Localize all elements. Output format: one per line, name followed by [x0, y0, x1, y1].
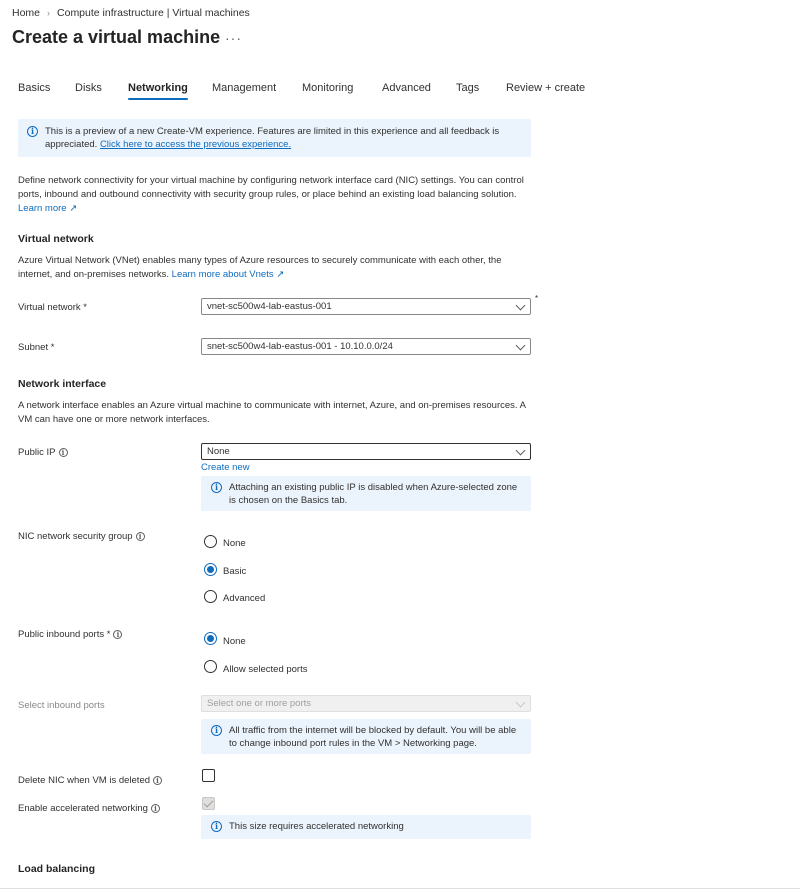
delete-nic-label-row	[18, 775, 162, 786]
accelerated-networking-note-text: This size requires accelerated networking	[229, 821, 404, 832]
accelerated-networking-label: Enable accelerated networking	[18, 803, 148, 814]
virtual-network-value: vnet-sc500w4-lab-eastus-001	[207, 301, 332, 312]
vnet-text: Azure Virtual Network (VNet) enables many types of Azure resources to securely communicate with each other, the internet, and on-premises networks.	[18, 255, 502, 280]
tab-monitoring[interactable]: Monitoring	[302, 82, 354, 94]
nsg-advanced-label: Advanced	[223, 593, 266, 604]
chevron-down-icon	[516, 341, 526, 351]
select-inbound-ports-label: Select inbound ports	[18, 700, 105, 711]
info-icon: i	[211, 821, 222, 832]
virtual-network-heading: Virtual network	[18, 233, 94, 245]
divider	[0, 888, 800, 889]
subnet-value: snet-sc500w4-lab-eastus-001 - 10.10.0.0/24	[207, 341, 393, 352]
inbound-ports-note-text: All traffic from the internet will be blocked by default. You will be able to change inbound port rules in the VM > Networking page.	[229, 725, 517, 749]
info-icon: i	[211, 725, 222, 736]
network-interface-description: A network interface enables an Azure virtual machine to communicate with internet, Azure, and on-premises resources. A VM can have one or more network interfaces.	[18, 400, 526, 425]
info-icon[interactable]: i	[153, 776, 162, 785]
public-ip-note-text: Attaching an existing public IP is disabled when Azure-selected zone is chosen on the Basics tab.	[229, 482, 518, 506]
accelerated-networking-note	[201, 815, 531, 839]
breadcrumb-home[interactable]: Home	[12, 7, 41, 19]
subnet-label: Subnet *	[18, 342, 55, 353]
virtual-network-label: Virtual network *	[18, 302, 87, 313]
select-inbound-ports-placeholder: Select one or more ports	[207, 698, 312, 709]
nsg-none-radio[interactable]	[204, 535, 217, 548]
tab-review-create[interactable]: Review + create	[506, 82, 586, 94]
nic-nsg-label: NIC network security group	[18, 531, 133, 542]
tab-basics[interactable]: Basics	[18, 82, 51, 94]
preview-banner	[18, 119, 531, 157]
inbound-none-radio[interactable]	[204, 632, 217, 645]
required-asterisk: *	[535, 294, 539, 303]
public-ip-dropdown[interactable]	[201, 443, 531, 460]
virtual-network-description	[18, 254, 518, 282]
nsg-basic-radio[interactable]	[204, 563, 217, 576]
info-icon: i	[211, 482, 222, 493]
network-interface-heading: Network interface	[18, 378, 107, 390]
chevron-down-icon	[516, 446, 526, 456]
tab-networking[interactable]: Networking	[128, 82, 188, 94]
page-title: Create a virtual machine	[12, 27, 221, 47]
tab-tags[interactable]: Tags	[456, 82, 480, 94]
delete-nic-checkbox[interactable]	[202, 769, 215, 782]
public-ip-note	[201, 476, 531, 511]
chevron-down-icon	[516, 301, 526, 311]
intro-text: Define network connectivity for your virtual machine by configuring network interface card (NIC) settings. You can control ports, inbound and outbound connectivity with security group rules, or place behind an existing load balancing solution.	[18, 175, 524, 200]
info-icon[interactable]: i	[59, 448, 68, 457]
inbound-allow-label: Allow selected ports	[223, 664, 308, 675]
public-ip-label: Public IP	[18, 447, 56, 458]
public-inbound-ports-label-row	[18, 629, 122, 640]
nsg-advanced-radio[interactable]	[204, 590, 217, 603]
learn-more-vnets-link[interactable]: Learn more about Vnets ↗	[171, 269, 285, 280]
info-icon: i	[27, 126, 38, 137]
tab-management[interactable]: Management	[212, 82, 277, 94]
accelerated-networking-checkbox[interactable]	[202, 797, 215, 810]
previous-experience-link[interactable]: Click here to access the previous experience.	[99, 139, 292, 150]
delete-nic-label: Delete NIC when VM is deleted	[18, 775, 151, 786]
load-balancing-heading: Load balancing	[18, 863, 96, 875]
nsg-none-label: None	[223, 538, 246, 549]
info-icon[interactable]: i	[151, 804, 160, 813]
more-icon[interactable]: ···	[225, 30, 242, 46]
accelerated-networking-label-row	[18, 803, 160, 814]
subnet-dropdown[interactable]	[201, 338, 531, 355]
preview-banner-text: This is a preview of a new Create-VM experience. Features are limited in this experience and all feedback is appreciated.	[45, 126, 500, 150]
breadcrumb	[12, 7, 250, 19]
chevron-right-icon: ›	[47, 8, 51, 18]
public-ip-value: None	[207, 446, 230, 457]
info-icon[interactable]: i	[136, 532, 145, 541]
intro-paragraph	[18, 174, 533, 216]
public-inbound-ports-label: Public inbound ports *	[18, 629, 111, 640]
chevron-down-icon	[516, 698, 526, 708]
inbound-none-label: None	[223, 636, 246, 647]
nic-nsg-label-row	[18, 531, 145, 542]
info-icon[interactable]: i	[113, 630, 122, 639]
tab-advanced[interactable]: Advanced	[382, 82, 431, 94]
tab-disks[interactable]: Disks	[75, 82, 102, 94]
nsg-basic-label: Basic	[223, 566, 247, 577]
create-new-public-ip-link[interactable]: Create new	[201, 462, 250, 473]
select-inbound-ports-dropdown[interactable]	[201, 695, 531, 712]
learn-more-link[interactable]: Learn more ↗	[18, 203, 78, 214]
breadcrumb-compute[interactable]: Compute infrastructure | Virtual machines	[57, 7, 250, 19]
public-ip-label-row	[18, 447, 68, 458]
virtual-network-dropdown[interactable]	[201, 298, 531, 315]
inbound-allow-radio[interactable]	[204, 660, 217, 673]
inbound-ports-note	[201, 719, 531, 754]
